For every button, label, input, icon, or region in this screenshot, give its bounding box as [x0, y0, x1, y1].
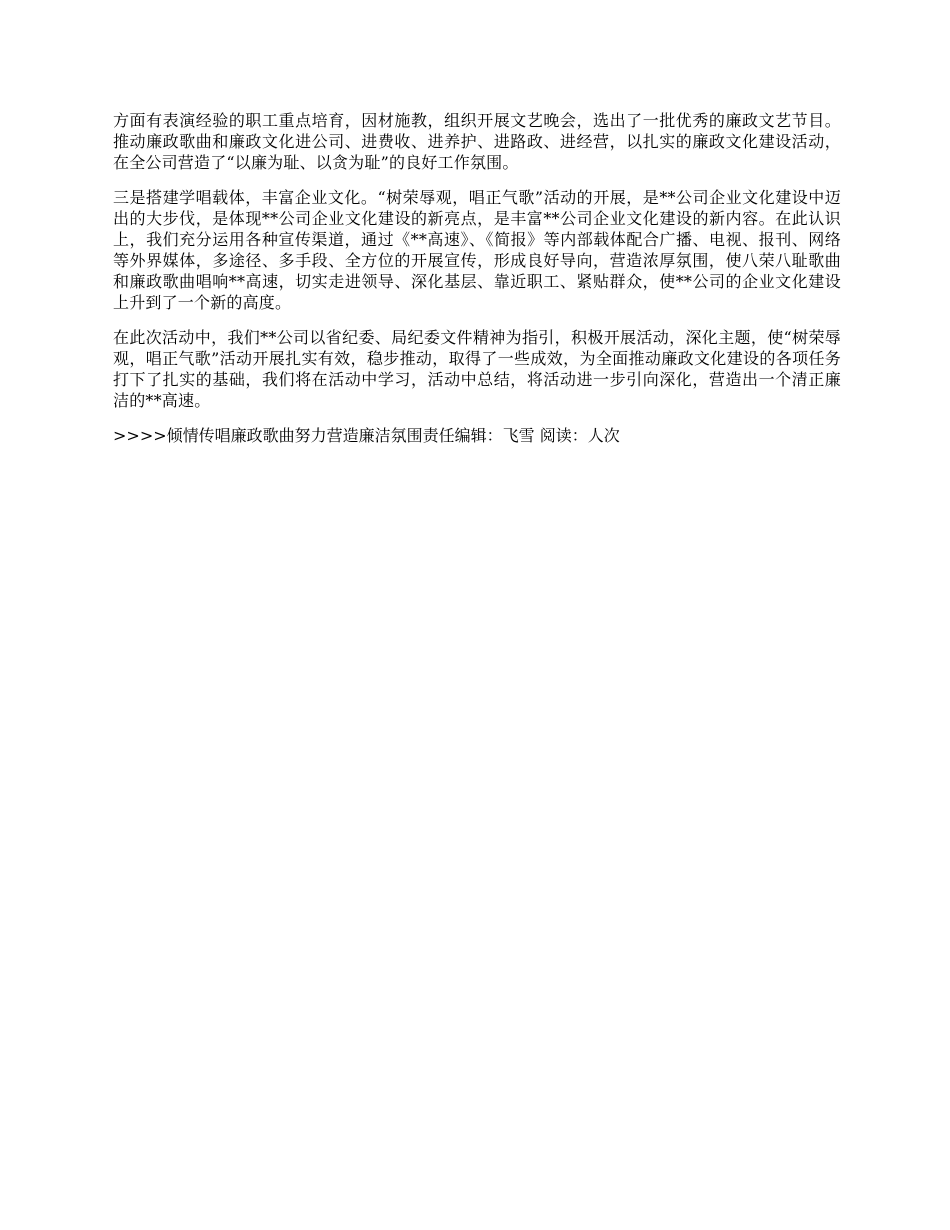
article-footer — [113, 425, 841, 446]
document-body — [113, 110, 841, 446]
read-unit: 人次 — [587, 426, 620, 445]
editor-label: 责任编辑： — [422, 426, 503, 445]
article-title-link[interactable]: 倾情传唱廉政歌曲努力营造廉洁氛围 — [166, 426, 423, 445]
footer-prefix: >>>> — [113, 426, 167, 445]
read-label: 阅读： — [539, 426, 588, 445]
paragraph-1: 方面有表演经验的职工重点培育，因材施教，组织开展文艺晚会，选出了一批优秀的廉政文艺节目。推动廉政歌曲和廉政文化进公司、进费收、进养护、进路政、进经营，以扎实的廉政文化建设活动，在全公司营造了“以廉为耻、以贪为耻”的良好工作氛围。 — [113, 111, 841, 172]
paragraph-3: 在此次活动中，我们**公司以省纪委、局纪委文件精神为指引，积极开展活动，深化主题，使“树荣辱观，唱正气歌”活动开展扎实有效，稳步推动，取得了一些成效，为全面推动廉政文化建设的各项任务打下了扎实的基础，我们将在活动中学习，活动中总结，将活动进一步引向深化，营造出一个清正廉洁的**高速。 — [113, 328, 841, 410]
editor-name: 飞雪 — [502, 426, 535, 445]
paragraph-2: 三是搭建学唱载体，丰富企业文化。“树荣辱观，唱正气歌”活动的开展，是**公司企业文化建设中迈出的大步伐，是体现**公司企业文化建设的新亮点，是丰富**公司企业文化建设的新内容。在此认识上，我们充分运用各种宣传渠道，通过《**高速》、《简报》等内部载体配合广播、电视、报刊、网络等外界媒体，多途径、多手段、全方位的开展宣传，形成良好导向，营造浓厚氛围，使八荣八耻歌曲和廉政歌曲唱响**高速，切实走进领导、深化基层、靠近职工、紧贴群众，使**公司的企业文化建设上升到了一个新的高度。 — [113, 188, 841, 312]
